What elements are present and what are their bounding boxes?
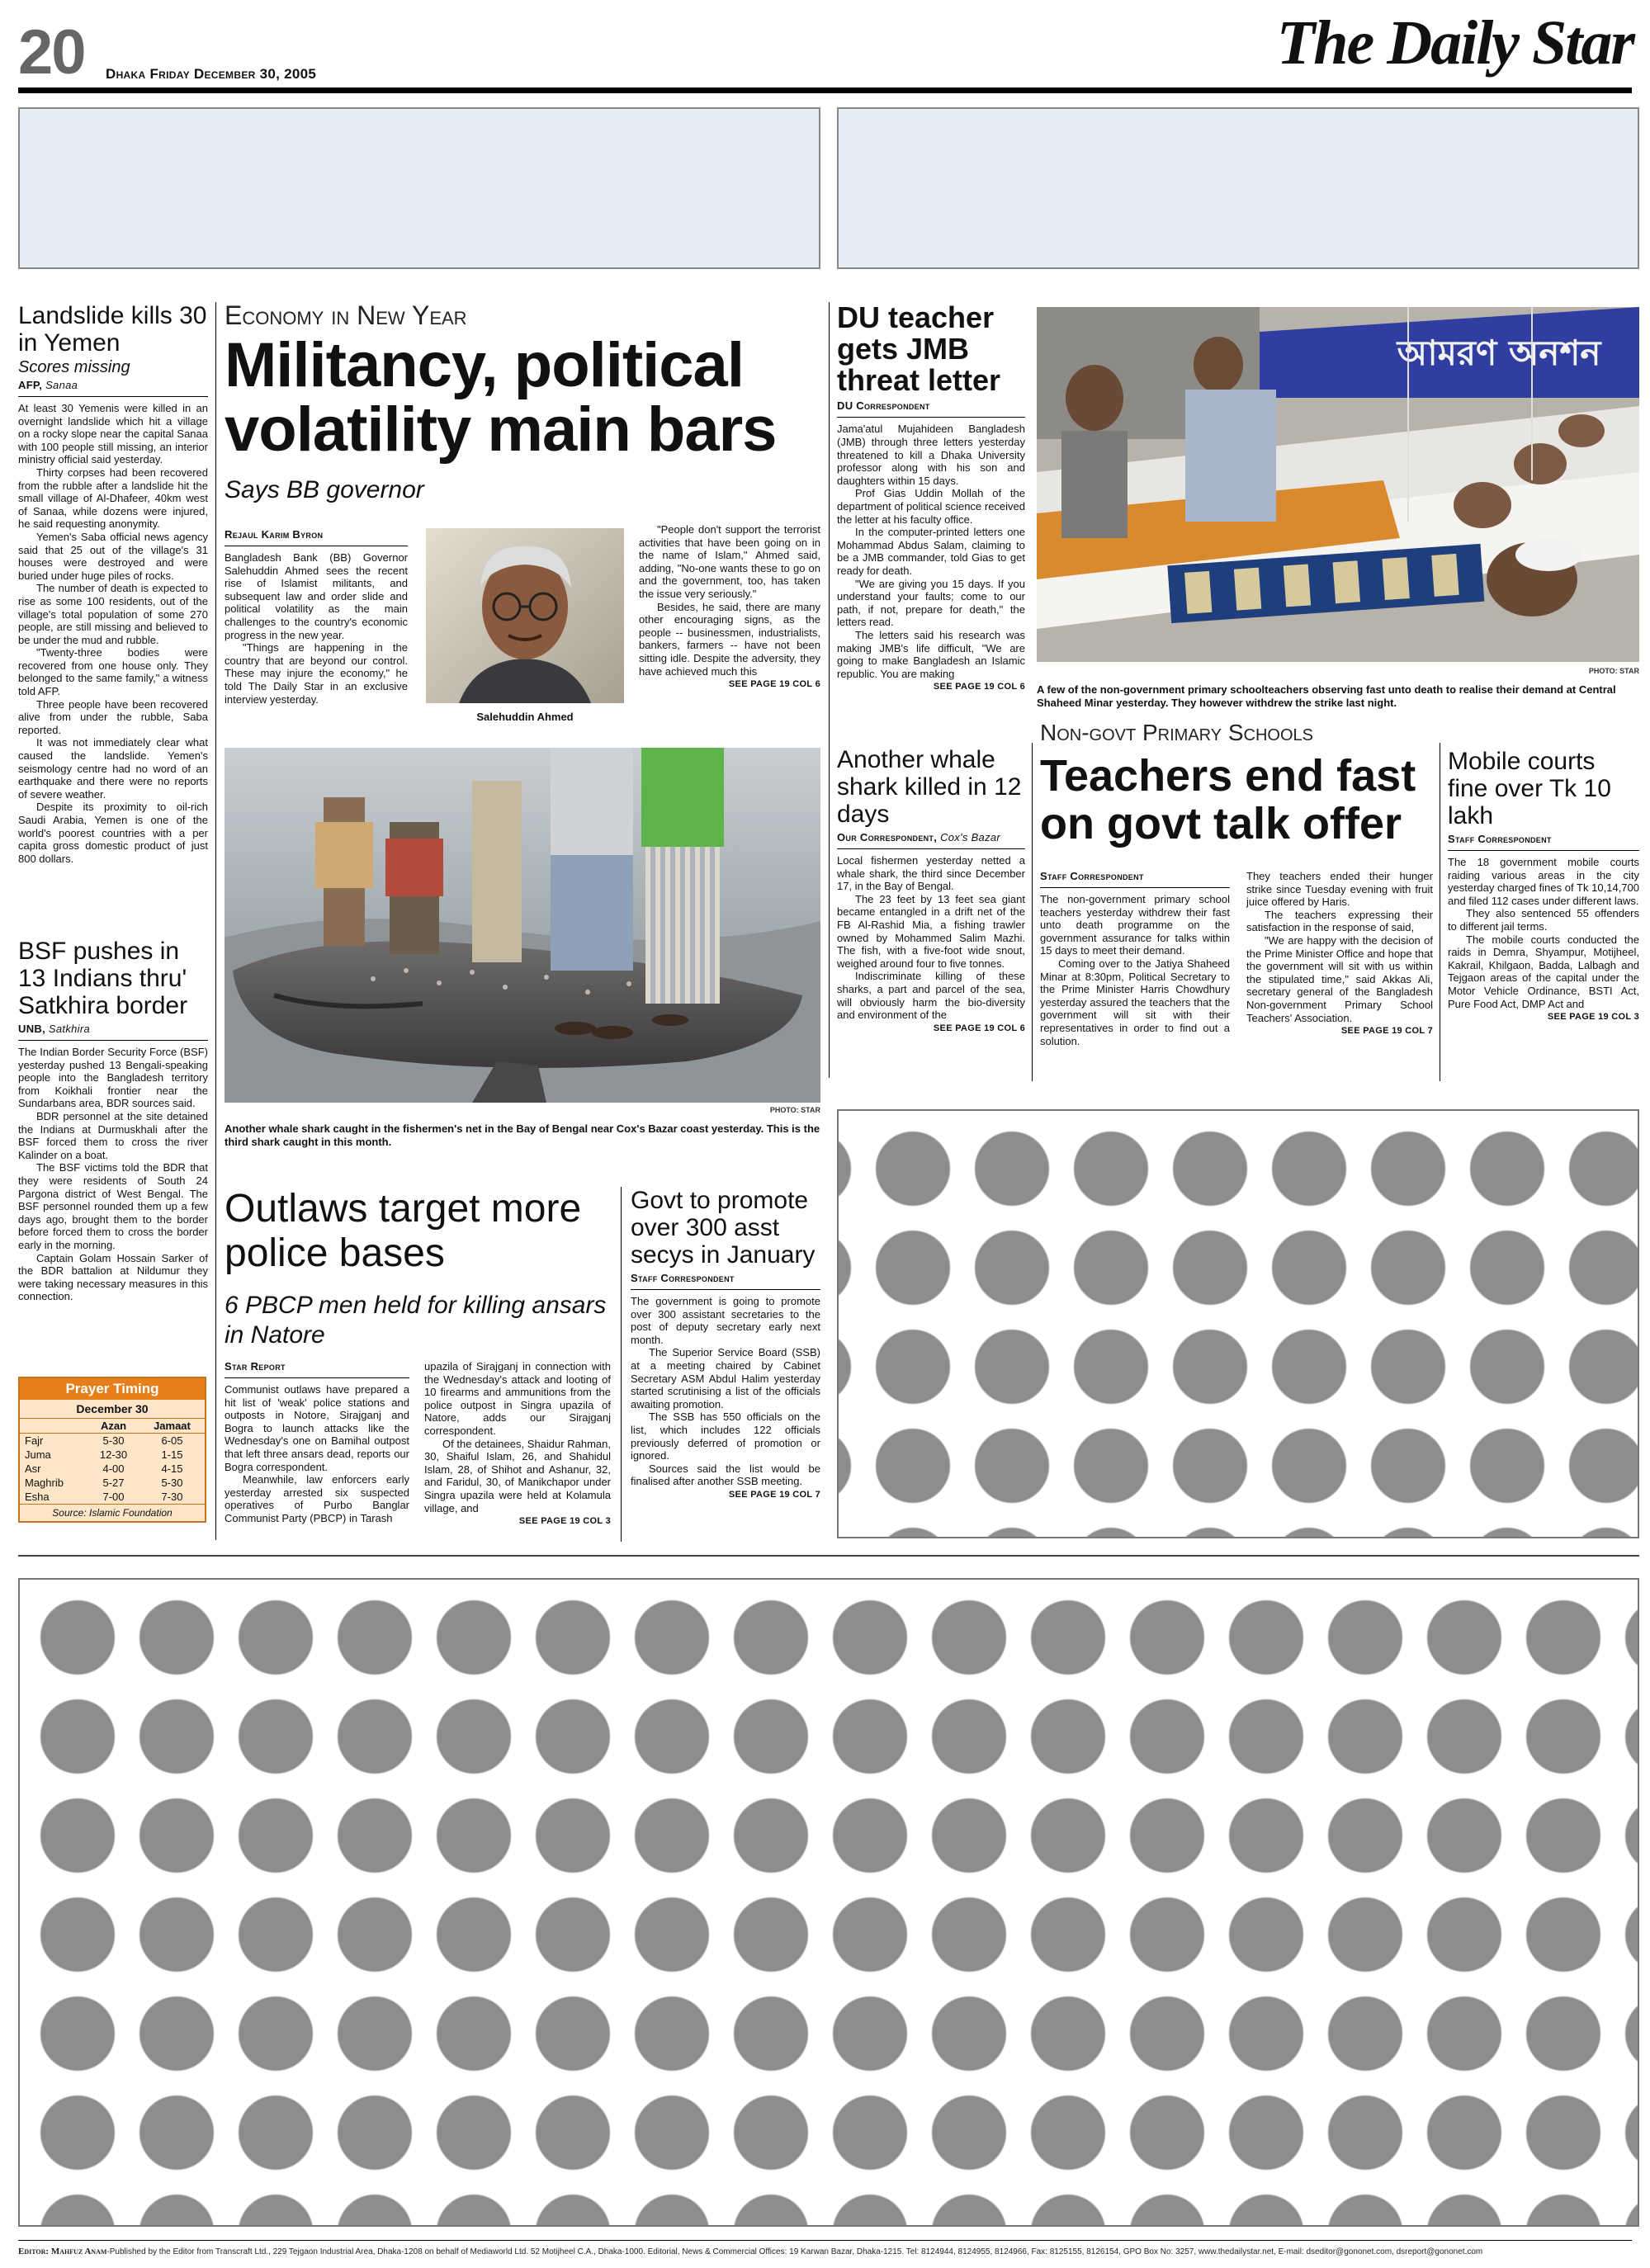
militancy-byline: Rejaul Karim Byron: [225, 528, 324, 541]
ad-placeholder-bottom: [18, 1578, 1639, 2227]
footer-rule: [18, 2240, 1632, 2241]
shark-photo-caption: Another whale shark caught in the fishermen's net in the Bay of Bengal near Cox's Bazar coast yesterday. This is the third shark caught in this month.: [225, 1122, 820, 1148]
whale-headline: Another whale shark killed in 12 days: [837, 746, 1022, 828]
landslide-body: At least 30 Yemenis were killed in an overnight landslide which hit a village on a rocky slope near the capital Sanaa with 100 people still missing, an interior ministry official said yesterday. Thirty corpses had been recovered from the rubble after a landslide hit the small village of Al-Dhafeer, 40km west of Sanaa, while dozens were injured, he said requesting anonymity. Yemen's Saba official news agency said that 25 out of the village's 31 houses were destroyed and were buried under huge piles of rocks. The number of death is expected to rise as some 100 residents, out of the village's total population of some 270 people, are still missing and believed to be under the mud and rubble. "Twenty-three bodies were recovered from one house only. They belonged to the same family," a witness told AFP. Three people have been recovered alive from under the rubble, Saba reported. It was not immediately clear what caused the landslide. Yemen's seismology centre had no word of an earthquake and there were no reports of severe weather. Despite its proximity to oil-rich Saudi Arabia, Yemen is one of the world's poorest countries with a per capita gross domestic product of just 800 dollars.: [18, 402, 208, 865]
outlaws-headline: Outlaws target more police bases: [225, 1187, 582, 1275]
prayer-row: Esha 7-00 7-30: [25, 1491, 183, 1503]
mobile-courts-story: Mobile courts fine over Tk 10 lakh Staff Correspondent The 18 government mobile courts raiding various areas in the city yesterday charged fines of Tk 10,14,700 and filed 112 cases under different laws. They also sentenced 55 offenders to different jail terms. The mobile courts conducted the raids in Demra, Shyampur, Motijheel, Kakrail, Khilgaon, Badda, Lalbagh and Tejgaon areas of the capital under the Motor Vehicle Ordinance, BSTI Act, Pure Food Act, DMP Act and SEE PAGE 19 COL 3: [1448, 748, 1639, 1023]
landslide-story: [18, 302, 208, 865]
govt-see: SEE PAGE 19 COL 7: [728, 1489, 820, 1500]
shark-photo-credit: PHOTO: STAR: [769, 1106, 820, 1114]
mobile-headline: Mobile courts fine over Tk 10 lakh: [1448, 748, 1611, 829]
landslide-subhead: Scores missing: [18, 358, 130, 376]
whale-see: SEE PAGE 19 COL 6: [933, 1023, 1025, 1033]
teachers-photo-credit: PHOTO: STAR: [1588, 667, 1639, 675]
column-rule: [829, 302, 830, 1078]
header-rule: [18, 87, 1632, 93]
militancy-headline: Militancy, political volatility main bars: [225, 330, 777, 465]
banner-text: আমরণ অনশন: [1397, 333, 1601, 373]
column-rule: [1032, 743, 1033, 1081]
prayer-row: Maghrib 5-27 5-30: [25, 1477, 183, 1489]
teachers-image: [1037, 307, 1639, 662]
outlaws-see: SEE PAGE 19 COL 3: [518, 1516, 611, 1527]
du-story: DU teacher gets JMB threat letter DU Correspondent Jama'atul Mujahideen Bangladesh (JMB) through three letters yesterday threatened to kill a Dhaka University professor along with his son and daughters within 15 days. Prof Gias Uddin Mollah of the department of political science received the letter at his faculty office. In the computer-printed letters one Mohammad Abdus Salam, claiming to be a JMB commander, told Gias to get ready for death. "We are giving you 15 days. If you understand your faults; come to our path, if not, prepare for death," the letters read. The letters said his research was making JMB's life difficult, "We are going to make Bangladesh an Islamic republic. You are making SEE PAGE 19 COL 6: [837, 300, 1025, 692]
militancy-see: SEE PAGE 19 COL 6: [728, 679, 820, 690]
ad-placeholder-right: [837, 1109, 1639, 1538]
bsf-headline: BSF pushes in 13 Indians thru' Satkhira border: [18, 938, 188, 1019]
outlaws-col2: upazila of Sirajganj in connection with the Wednesday's attack and looting of 10 firearms and ammunitions from the police outpost in Singra upazila of Natore, adds our Sirajganj correspondent. Of the detainees, Shaidur Rahman, 30, Shaiful Islam, 26, and Shahidul Islam, 28, of Shihot and Ashanur, 32, and Faridul, 30, of Manikchapor under Singra upazila were held at Kolamula village, and SEE PAGE 19 COL 3: [424, 1360, 611, 1527]
ad-box-left: [18, 107, 820, 269]
outlaws-byline: Star Report: [225, 1360, 286, 1373]
teachers-story: [1040, 721, 1433, 848]
prayer-source: Source: Islamic Foundation: [20, 1504, 205, 1521]
column-rule: [621, 1187, 622, 1542]
militancy-col2: "People don't support the terrorist activities that have been going on in the name of Islam," Ahmed said, adding, "No-one wants these to go on and the government, too, has taken the issue very seriously." Besides, he said, there are many other encouraging signs, as the people -- businessmen, industrialists, bankers, farmers -- have not been sitting idle. Despite the adversity, they have achieved much this SEE PAGE 19 COL 6: [639, 523, 820, 690]
landslide-byline: AFP, Sanaa: [18, 379, 78, 391]
govt-headline: Govt to promote over 300 asst secys in January: [631, 1187, 816, 1269]
teachers-headline: Teachers end fast on govt talk offer: [1040, 751, 1416, 848]
govt-story: Govt to promote over 300 asst secys in January Staff Correspondent The government is going to promote over 300 assistant secretaries to the post of deputy secretary early next month. The Superior Service Board (SSB) at a meeting chaired by Cabinet Secretary ASM Abdul Halim yesterday started scrutinising a list of the officials awaiting promotion. The SSB has 550 officials on the list, which includes 122 officials previously deferred of promotion or ignored. Sources said the list would be finalised after another SSB meeting. SEE PAGE 19 COL 7: [631, 1187, 820, 1500]
prayer-timing-box: [18, 1377, 206, 1523]
whale-story: Another whale shark killed in 12 days Our Correspondent, Cox's Bazar Local fishermen yesterday netted a whale shark, the third since December 17, in the Bay of Bengal. The 23 feet by 13 feet sea giant became entangled in a drift net of the FB Al-Rashid Mia, a fishing trawler owned by Mohammed Salim Mazhi. The fish, with a five-foot wide snout, weighed around four to five tonnes. Indiscriminate killing of these sharks, a part and parcel of the sea, will obviously harm the bio-diversity and environment of the SEE PAGE 19 COL 6: [837, 746, 1025, 1033]
prayer-row: Fajr 5-30 6-05: [25, 1434, 183, 1447]
footer-imprint: Editor: Mahfuz Anam-Published by the Editor from Transcraft Ltd., 229 Tejgaon Industrial Area, Dhaka-1208 on behalf of Mediaworld Ltd. 52 Motijheel C.A., Dhaka-1000. Editorial, News & Commercial Offices: 19 Karwan Bazar, Dhaka-1215. Tel: 8124944, 8124955, 8124966, Fax: 8125155, 8126154, GPO Box No: 3257, www.thedailystar.net, E-mail: dseditor@gononet.com, dsreport@gononet.com: [18, 2247, 1483, 2256]
column-rule: [215, 302, 216, 1540]
militancy-story: [225, 302, 820, 504]
salehuddin-photo-frame: [426, 528, 624, 723]
govt-byline: Staff Correspondent: [631, 1272, 735, 1284]
teachers-col1: Staff Correspondent The non-government primary school teachers yesterday withdrew their fast unto death programme on the government assurance for talks within 15 days to meet their demand. Coming over to the Jatiya Shaheed Minar at 8:30pm, Political Secretary to the Prime Minister Harris Chowdhury yesterday assured the teachers that the government will sit with their representatives in order to find out a solution.: [1040, 870, 1230, 1047]
outlaws-subhead: 6 PBCP men held for killing ansars in Natore: [225, 1291, 607, 1349]
bsf-story: [18, 938, 208, 1303]
prayer-table: Azan Jamaat Fajr 5-30 6-05 Juma 12-30 1-15 Asr 4-00 4-15 Maghrib 5-27 5-30 Esha 7-00 7-30: [20, 1419, 205, 1504]
whale-shark-photo: [225, 748, 820, 1103]
outlaws-col1: Star Report Communist outlaws have prepared a hit list of 'weak' police stations and outposts in Notore, Sirajganj and Bogra to launch attacks like the Wednesday's one on Bamihal outpost that left three ansars dead, reports our Bogra correspondent. Meanwhile, law enforcers early yesterday arrested six suspected operatives of Purbo Banglar Communist Party (PBCP) in Tarash: [225, 1360, 409, 1524]
prayer-row: Asr 4-00 4-15: [25, 1462, 183, 1475]
mobile-byline: Staff Correspondent: [1448, 833, 1552, 845]
teachers-hunger-strike-photo: [1037, 307, 1639, 662]
teachers-byline: Staff Correspondent: [1040, 870, 1144, 882]
du-headline: DU teacher gets JMB threat letter: [837, 300, 1001, 398]
whale-byline: Our Correspondent, Cox's Bazar: [837, 831, 1001, 843]
militancy-col1: Rejaul Karim Byron Bangladesh Bank (BB) Governor Salehuddin Ahmed sees the recent rise of Islamist militants, and subsequent law and order slide and political volatility as the main challenges to the country's economic progress in the new year. "Things are happening in the country that are beyond our control. These may injure the economy," he told The Daily Star in an exclusive interview yesterday.: [225, 528, 408, 706]
landslide-headline: Landslide kills 30 in Yemen: [18, 302, 207, 357]
militancy-kicker: Economy in New Year: [225, 300, 467, 330]
du-see: SEE PAGE 19 COL 6: [933, 682, 1025, 692]
mobile-see: SEE PAGE 19 COL 3: [1547, 1012, 1639, 1023]
outlaws-story: [225, 1187, 611, 1350]
section-rule: [18, 1555, 1639, 1557]
whale-shark-image: [225, 748, 820, 1103]
teachers-photo-caption: A few of the non-government primary schoolteachers observing fast unto death to realise their demand at Central Shaheed Minar yesterday. They however withdrew the strike last night.: [1037, 683, 1616, 709]
bsf-byline: UNB, Satkhira: [18, 1023, 90, 1035]
page-number: 20: [18, 17, 85, 87]
teachers-see: SEE PAGE 19 COL 7: [1340, 1026, 1433, 1037]
du-byline: DU Correspondent: [837, 399, 930, 413]
teachers-kicker: Non-govt Primary Schools: [1040, 720, 1314, 745]
salehuddin-caption: Salehuddin Ahmed: [476, 711, 574, 723]
prayer-title: Prayer Timing: [20, 1378, 205, 1400]
masthead: The Daily Star: [1276, 8, 1633, 78]
prayer-row: Juma 12-30 1-15: [25, 1448, 183, 1461]
bsf-body: The Indian Border Security Force (BSF) yesterday pushed 13 Bengali-speaking people into the Bangladesh territory from Koikhali frontier near the Sundarbans area, BDR sources said. BDR personnel at the site detained the Indians at Durmuskhali after the BSF forced them to cross the river Kalinder on a boat. The BSF victims told the BDR that they were residents of South 24 Pargona district of West Bengal. The BSF personnel rounded them up a few days ago, brought them to the border before forced them to cross the border early in the morning. Captain Golam Hossain Sarker of the BDR battalion at Nildumur they were taking necessary measures in this connection.: [18, 1046, 208, 1303]
salehuddin-portrait: [426, 528, 624, 703]
prayer-date: December 30: [20, 1400, 205, 1419]
teachers-col2: They teachers ended their hunger strike since Tuesday evening with fruit juice offered by Haris. The teachers expressing their satisfaction in the response of said, "We are happy with the decision of the Prime Minister Office and hope that the government will sit with us within the stipulated time," said Akkas Ali, secretary general of the Bangladesh Non-government Primary School Teachers' Association. SEE PAGE 19 COL 7: [1246, 870, 1433, 1037]
militancy-subhead: Says BB governor: [225, 475, 424, 503]
dateline: Dhaka Friday December 30, 2005: [106, 66, 317, 82]
ad-box-right: [837, 107, 1639, 269]
